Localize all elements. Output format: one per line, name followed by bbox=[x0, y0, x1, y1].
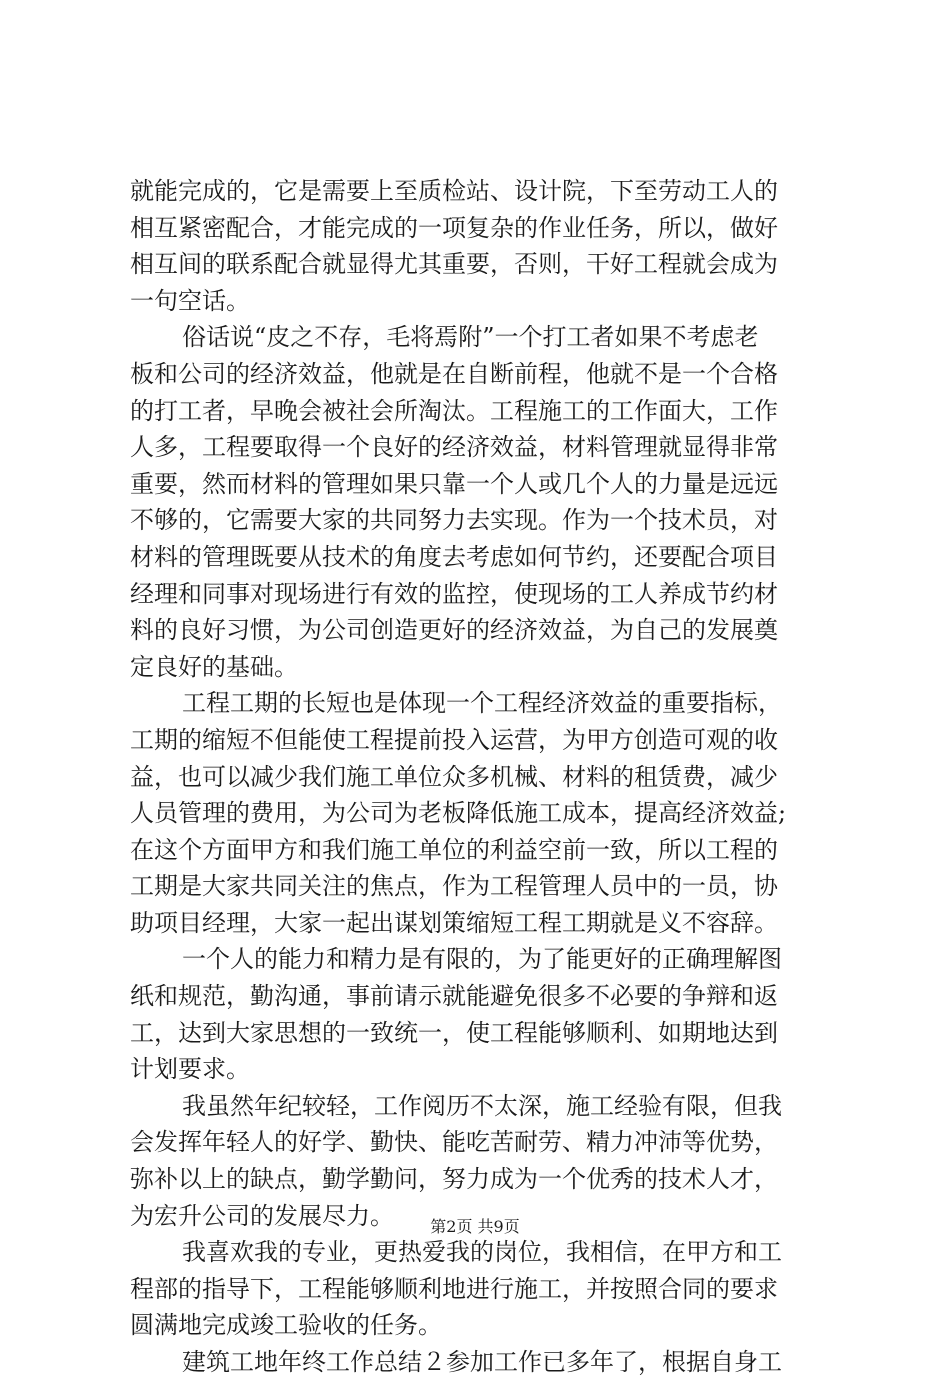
text-line: 就能完成的，它是需要上至质检站、设计院，下至劳动工人的 bbox=[130, 177, 778, 205]
paragraph bbox=[130, 685, 830, 941]
text-line: 工程工期的长短也是体现一个工程经济效益的重要指标， bbox=[182, 689, 782, 718]
text-line: 助项目经理，大家一起出谋划策缩短工程工期就是义不容辞。 bbox=[130, 908, 778, 937]
text-line: 我喜欢我的专业，更热爱我的岗位，我相信，在甲方和工 bbox=[182, 1238, 782, 1267]
text-line: 圆满地完成竣工验收的任务。 bbox=[130, 1311, 442, 1340]
paragraph bbox=[130, 941, 830, 1087]
text-line: 益，也可以减少我们施工单位众多机械、材料的租赁费，减少 bbox=[130, 762, 778, 791]
paragraph bbox=[130, 1344, 830, 1381]
text-line: 不够的，它需要大家的共同努力去实现。作为一个技术员，对 bbox=[130, 506, 778, 535]
text-line: 经理和同事对现场进行有效的监控，使现场的工人养成节约材 bbox=[130, 579, 778, 608]
text-line: 板和公司的经济效益，他就是在自断前程，他就不是一个合格 bbox=[130, 359, 778, 388]
text-line: 工期的缩短不但能使工程提前投入运营，为甲方创造可观的收 bbox=[130, 725, 778, 754]
text-line: 建筑工地年终工作总结２参加工作已多年了，根据自身工 bbox=[182, 1348, 782, 1376]
text-line: 人员管理的费用，为公司为老板降低施工成本，提高经济效益; bbox=[130, 799, 787, 828]
text-line: 为宏升公司的发展尽力。 bbox=[130, 1201, 394, 1230]
text-line: 相互间的联系配合就显得尤其重要，否则，干好工程就会成为 bbox=[130, 250, 778, 279]
text-line: 弥补以上的缺点，勤学勤问，努力成为一个优秀的技术人才， bbox=[130, 1165, 778, 1194]
text-line: 在这个方面甲方和我们施工单位的利益空前一致，所以工程的 bbox=[130, 835, 778, 864]
text-line: 相互紧密配合，才能完成的一项复杂的作业任务，所以，做好 bbox=[130, 213, 778, 242]
text-line: 材料的管理既要从技术的角度去考虑如何节约，还要配合项目 bbox=[130, 542, 778, 571]
text-line: 会发挥年轻人的好学、勤快、能吃苦耐劳、精力冲沛等优势， bbox=[130, 1128, 778, 1157]
text-line: 计划要求。 bbox=[130, 1055, 250, 1084]
text-line: 纸和规范，勤沟通，事前请示就能避免很多不必要的争辩和返 bbox=[130, 982, 778, 1011]
text-line: 人多，工程要取得一个良好的经济效益，材料管理就显得非常 bbox=[130, 433, 778, 462]
text-line: 的打工者，早晚会被社会所淘汰。工程施工的工作面大，工作 bbox=[130, 396, 778, 425]
text-line: 定良好的基础。 bbox=[130, 652, 298, 681]
text-line: 料的良好习惯，为公司创造更好的经济效益，为自己的发展奠 bbox=[130, 616, 778, 645]
text-line: 俗话说“皮之不存，毛将焉附”一个打工者如果不考虑老 bbox=[182, 323, 759, 352]
text-line: 工，达到大家思想的一致统一，使工程能够顺利、如期地达到 bbox=[130, 1018, 778, 1047]
paragraph bbox=[130, 1088, 830, 1234]
paragraph bbox=[130, 1234, 830, 1344]
text-line: 一句空话。 bbox=[130, 286, 250, 315]
text-line: 程部的指导下，工程能够顺利地进行施工，并按照合同的要求 bbox=[130, 1274, 778, 1303]
text-line: 工期是大家共同关注的焦点，作为工程管理人员中的一员，协 bbox=[130, 872, 778, 901]
text-line: 重要，然而材料的管理如果只靠一个人或几个人的力量是远远 bbox=[130, 469, 778, 498]
text-line: 我虽然年纪较轻，工作阅历不太深，施工经验有限，但我 bbox=[182, 1091, 782, 1120]
text-line: 一个人的能力和精力是有限的，为了能更好的正确理解图 bbox=[182, 945, 782, 974]
paragraph bbox=[130, 319, 830, 685]
document-body bbox=[130, 173, 830, 1381]
page-footer: 第2页 共9页 bbox=[430, 1217, 520, 1236]
paragraph bbox=[130, 173, 830, 319]
